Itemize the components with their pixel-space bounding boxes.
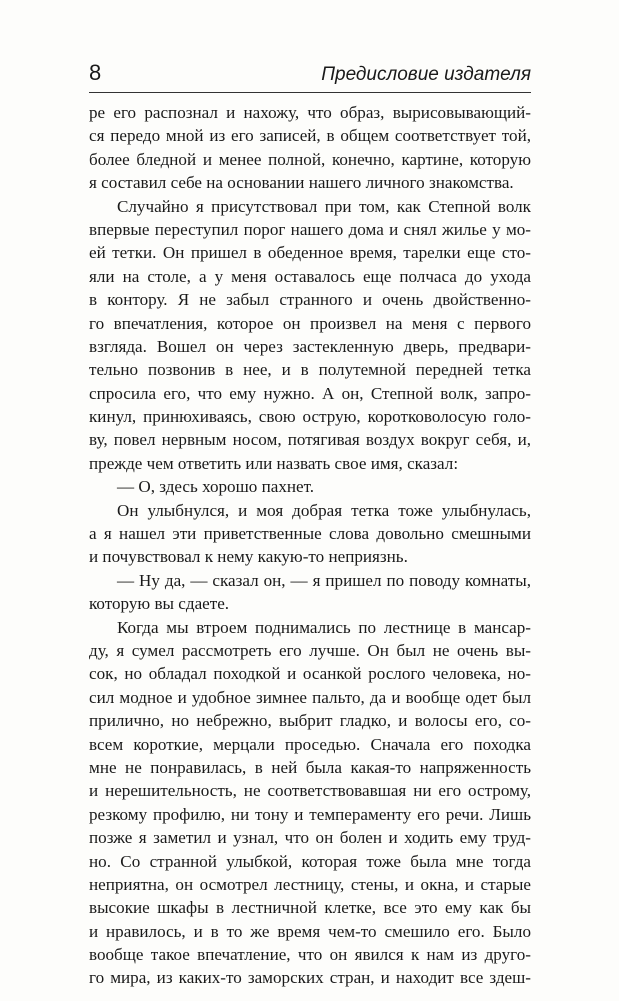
text-line: я составил себе на основании нашего личного знакомства. (89, 173, 514, 193)
text-line: спросила его, что ему нужно. А он, Степной волк, запро- (89, 383, 531, 403)
text-line: и нравилось, и в то же время чем-то смешило его. Было (89, 921, 531, 941)
text-line: мне не понравилась, в ней была какая-то напряженность (89, 757, 531, 777)
text-line: Он улыбнулся, и моя добрая тетка тоже улыбнулась, (117, 500, 531, 520)
text-line: го мира, из каких-то заморских стран, и находит все здеш- (89, 968, 531, 988)
text-line: и почувствовал к нему какую-то неприязнь. (89, 547, 408, 567)
running-header (89, 60, 531, 93)
text-line: позже я заметил и узнал, что он болен и ходить ему труд- (89, 828, 531, 848)
text-line: кинул, принюхиваясь, свою острую, коротковолосую голо- (89, 407, 531, 427)
text-line: ду, я сумел рассмотреть его лучше. Он был не очень вы- (89, 640, 531, 660)
text-line: прежде чем ответить или назвать свое имя, сказал: (89, 453, 459, 473)
text-line: ву, повел нервным носом, потягивая воздух вокруг себя, и, (89, 430, 531, 450)
text-line: высокие шкафы в лестничной клетке, все это ему как бы (89, 898, 531, 918)
running-title: Предисловие издателя (321, 64, 531, 85)
text-line: тельно позвонив в нее, и в полутемной передней тетка (89, 360, 531, 380)
text-line: взгляда. Вошел он через застекленную дверь, предвари- (89, 336, 531, 356)
text-line: более бледной и менее полной, конечно, картине, которую (89, 149, 531, 169)
text-line: ся передо мной из его записей, в общем соответствует той, (89, 126, 531, 146)
text-line: в контору. Я не забыл странного и очень двойственно- (89, 290, 531, 310)
text-line: прилично, но небрежно, выбрит гладко, и волосы его, со- (89, 711, 531, 731)
text-line: вообще такое впечатление, что он явился к нам из друго- (89, 945, 531, 965)
text-line: всем короткие, мерцали проседью. Сначала его походка (89, 734, 531, 754)
text-line: сил модное и удобное зимнее пальто, да и вообще одет был (89, 687, 531, 707)
text-line: — Ну да, — сказал он, — я пришел по поводу комнаты, (117, 570, 531, 590)
text-line: впервые переступил порог нашего дома и снял жилье у мо- (89, 219, 531, 239)
text-line: Когда мы втроем поднимались по лестнице в мансар- (117, 617, 531, 637)
text-line: яли на столе, а у меня оставалось еще полчаса до ухода (89, 266, 531, 286)
text-line: — О, здесь хорошо пахнет. (117, 477, 315, 497)
text-line: и нерешительность, не соответствовавшая ни его острому, (89, 781, 531, 801)
text-line: неприятна, он осмотрел лестницу, стены, и окна, и старые (89, 874, 531, 894)
text-line: резкому профилю, ни тону и темпераменту его речи. Лишь (89, 804, 531, 824)
body-text (89, 101, 531, 990)
text-line: сок, но обладал походкой и осанкой рослого человека, но- (89, 664, 531, 684)
text-line: но. Со странной улыбкой, которая тоже была мне тогда (89, 851, 531, 871)
text-line: ре его распознал и нахожу, что образ, вырисовывающий- (89, 103, 531, 122)
book-page (89, 60, 531, 990)
page-number: 8 (89, 60, 102, 85)
text-line: Случайно я присутствовал при том, как Степной волк (117, 196, 531, 216)
text-line: ей тетки. Он пришел в обеденное время, тарелки еще сто- (89, 243, 531, 263)
text-line: которую вы сдаете. (89, 594, 230, 614)
text-line: а я нашел эти приветственные слова довольно смешными (89, 524, 531, 544)
text-line: го впечатления, которое он произвел на меня с первого (89, 313, 531, 333)
